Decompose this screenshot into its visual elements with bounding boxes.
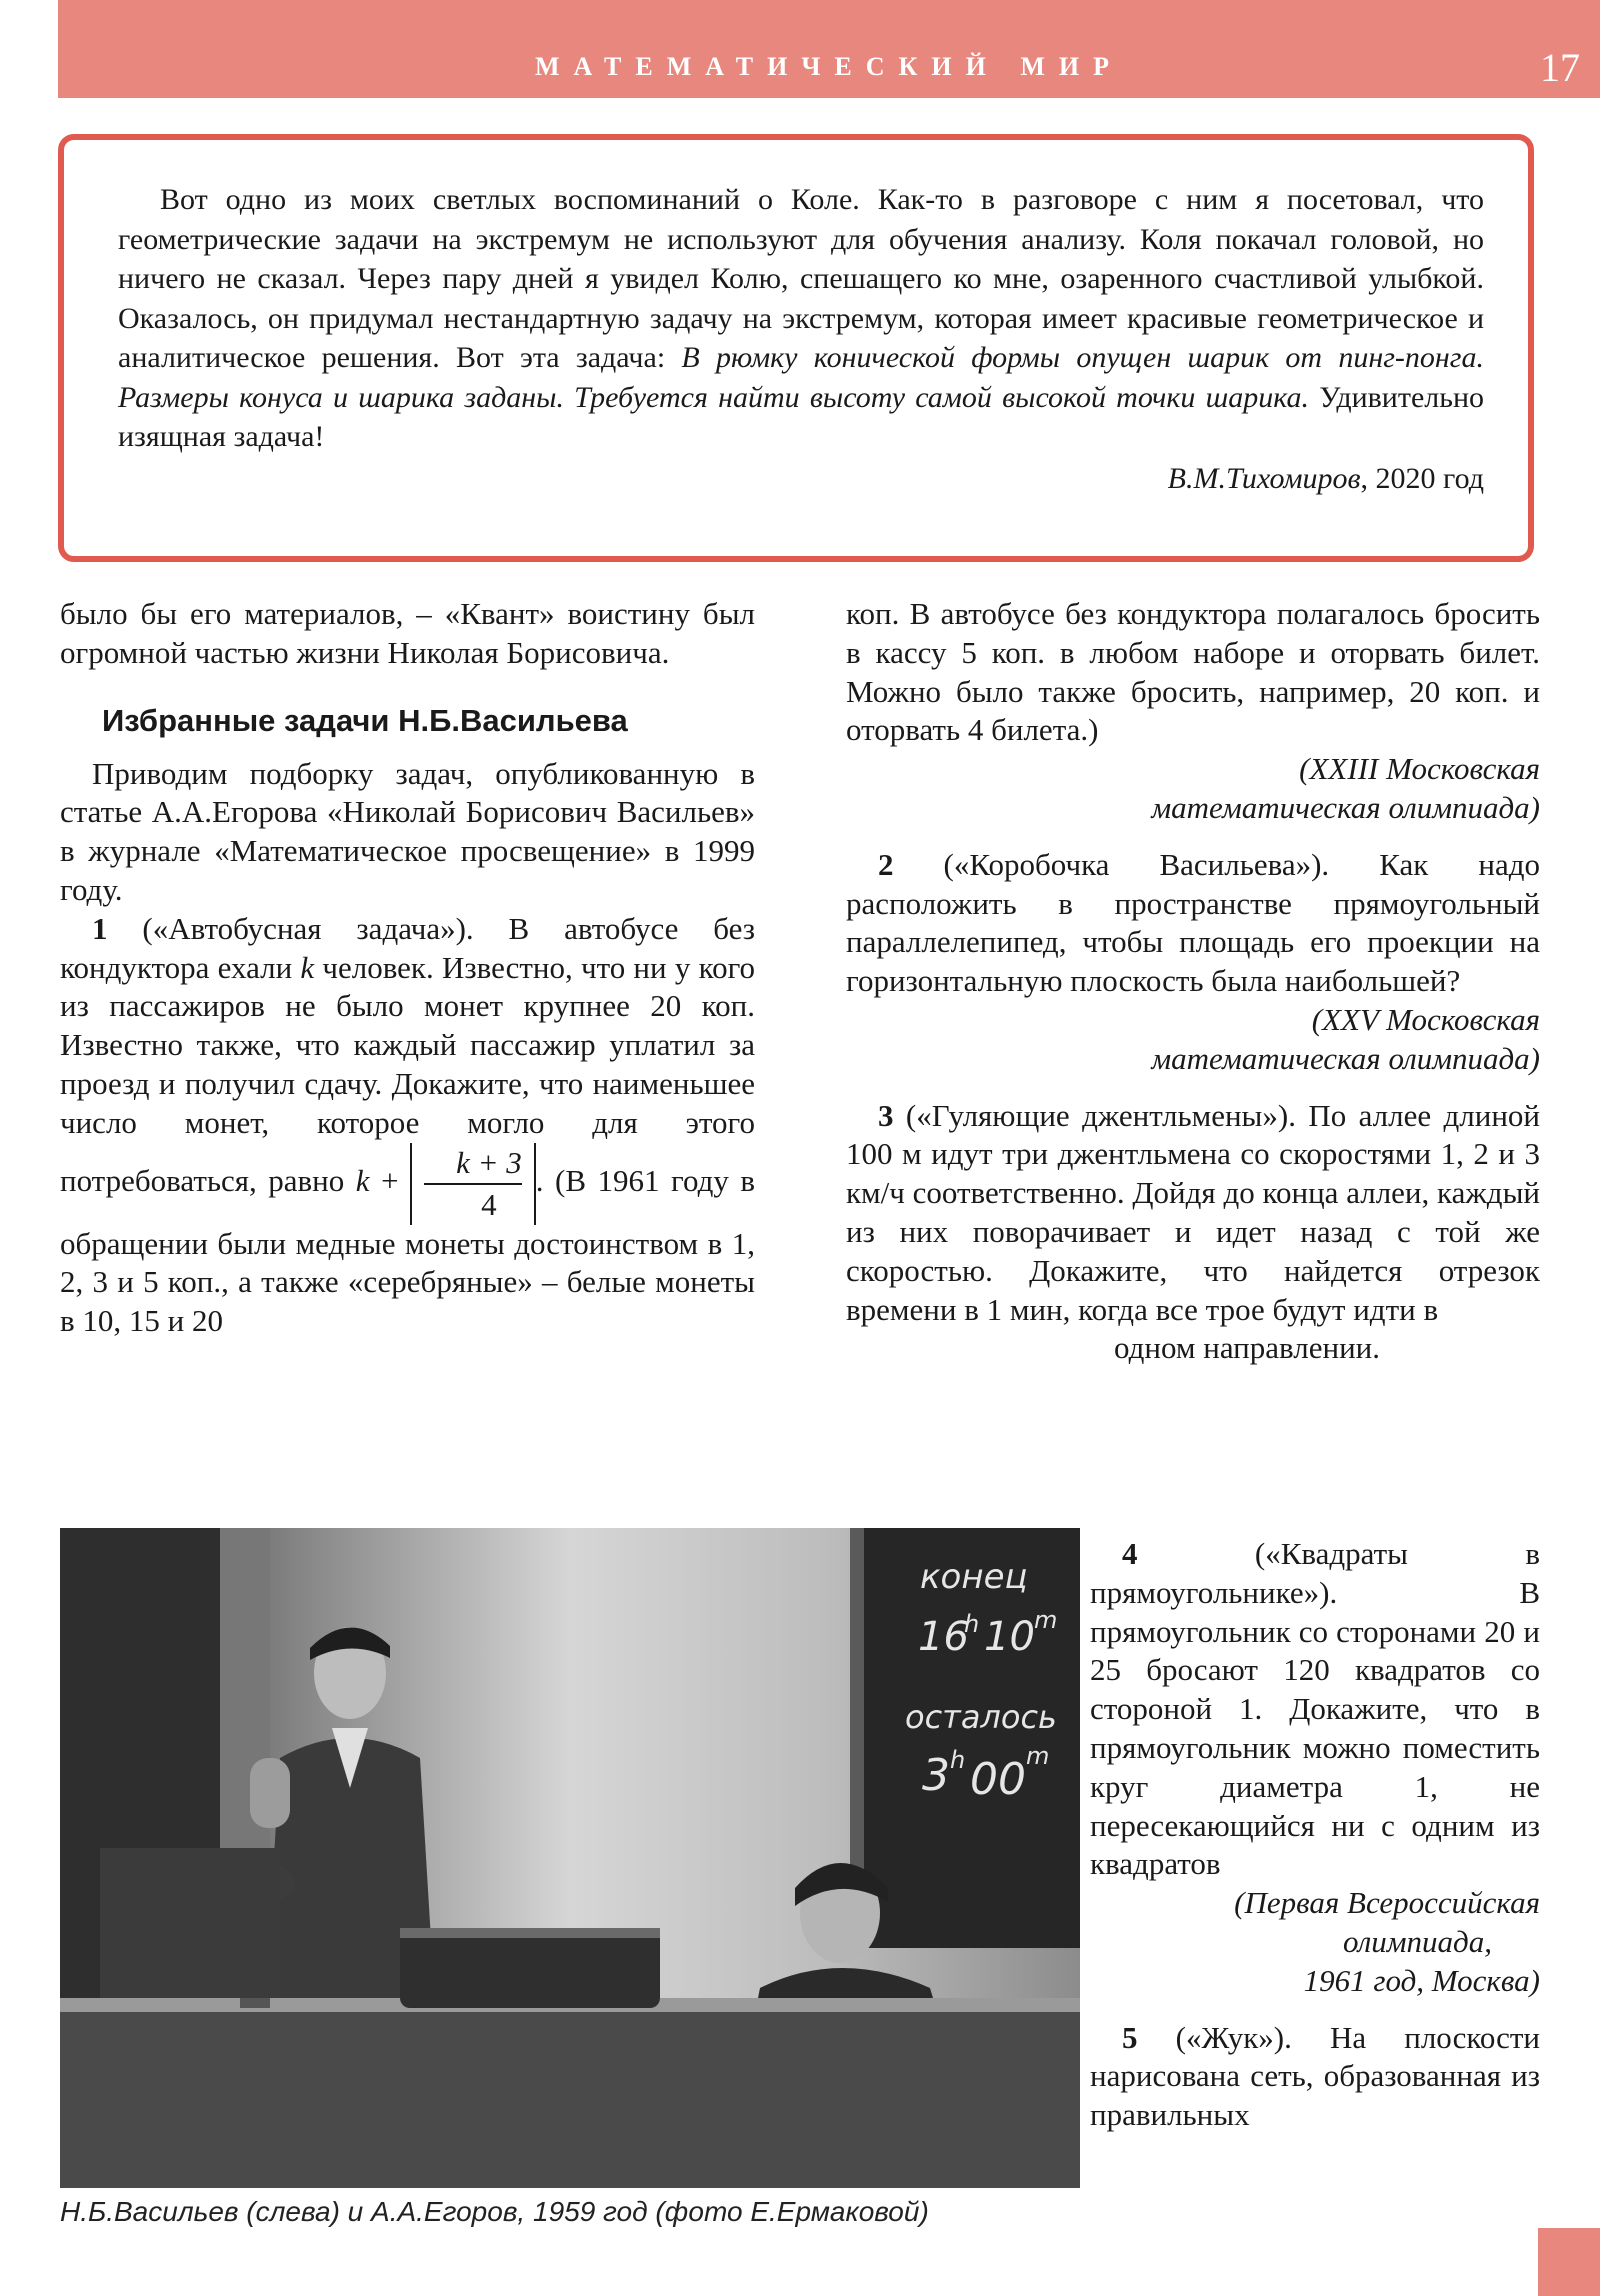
- header-bar: [58, 0, 1600, 98]
- formula-k: k: [355, 1162, 370, 1198]
- quote-year: , 2020 год: [1360, 461, 1484, 495]
- problem-1-text-c: . (В 1961 году в обращении были медные монеты достоинством в 1, 2, 3 и 5 коп., а также «серебряные» – белые монеты в 10, 15 и 20: [60, 1162, 756, 1339]
- problem-2-source-b: математическая олимпиада): [1151, 1040, 1540, 1076]
- problem-4-title: («Квадраты в прямоугольнике»).: [1090, 1536, 1540, 1610]
- page-number: 17: [1540, 45, 1580, 90]
- board-text-2-sup: h: [964, 1610, 980, 1638]
- quote-author: В.М.Тихомиров: [1167, 461, 1361, 495]
- problem-2-source-a: (XXV Московская: [1311, 1001, 1540, 1037]
- problem-5-number: 5: [1122, 2019, 1138, 2055]
- header-title: МАТЕМАТИЧЕСКИЙ МИР: [535, 52, 1123, 81]
- quote-problem: В рюмку конической формы опущен шарик от пинг-понга. Размеры конуса и шарика заданы. Требуется найти высоту самой высокой точки шарика.: [118, 341, 1485, 414]
- quote-signature: [118, 459, 1484, 499]
- board-text-2: 16: [918, 1614, 969, 1660]
- problem-1-text-b: человек. Известно, что ни у кого из пассажиров не было монет крупнее 20 коп. Известно также, что каждый пассажир уплатил за проезд и получил сдачу. Докажите, что наименьшее число монет, которое могло для этого потребоваться, равно: [60, 949, 756, 1198]
- right-column: [846, 595, 1540, 1368]
- problem-1: [60, 910, 755, 1341]
- photo-illustration: [60, 1528, 1080, 2188]
- problem-2-number: 2: [878, 846, 894, 882]
- quote-box: [58, 134, 1534, 562]
- problem-4-source-b: олимпиада,: [1343, 1923, 1492, 1959]
- problem-1-var-k: k: [300, 949, 315, 985]
- quote-text-end: Удивительно изящная задача!: [118, 380, 1484, 453]
- floor-fraction: [410, 1143, 536, 1225]
- fraction-numerator: k + 3: [424, 1143, 522, 1185]
- problem-4-number: 4: [1122, 1536, 1138, 1571]
- problem-1-continuation: коп. В автобусе без кондуктора полагалось бросить в кассу 5 коп. в любом наборе и оторвать билет. Можно было также бросить, например, 20 коп. и оторвать 4 билета.): [846, 596, 1540, 748]
- problem-4-text: В прямоугольник со сторонами 20 и 25 бросают 120 квадратов со стороной 1. Докажите, что в прямоугольник можно поместить круг диаметра 1, не пересекающийся ни с одним из квадратов: [1090, 1574, 1540, 1882]
- section-heading: Избранные задачи Н.Б.Васильева: [102, 702, 628, 738]
- problem-3-text-end: одном направлении.: [1114, 1330, 1381, 1366]
- problem-3-text: По аллее длиной 100 м идут три джентльмена со скоростями 1, 2 и 3 км/ч соответственно. Дойдя до конца аллеи, каждый из них поворачивает и идет назад с той же скоростью. Докажите, что найдется отрезок времени в 1 мин, когда все трое будут идти в: [846, 1097, 1540, 1327]
- problem-2-title: («Коробочка Васильева»).: [893, 846, 1380, 882]
- board-text-3-sup: m: [1034, 1606, 1058, 1634]
- board-text-4: осталось: [905, 1698, 1057, 1736]
- problem-3-number: 3: [878, 1097, 894, 1133]
- photo: [60, 1528, 1080, 2188]
- board-text-6: 00: [970, 1754, 1026, 1805]
- board-text-6-sup: m: [1026, 1742, 1050, 1770]
- right-lower-column: [1090, 1535, 1540, 2135]
- formula-plus: +: [369, 1162, 411, 1198]
- problem-5: [1090, 2019, 1540, 2135]
- photo-caption: Н.Б.Васильев (слева) и А.А.Егоров, 1959 год (фото Е.Ермаковой): [60, 2196, 929, 2227]
- board-text-1: конец: [920, 1557, 1028, 1597]
- quote-text: [118, 180, 1484, 457]
- board-text-3: 10: [984, 1614, 1035, 1660]
- problem-1-text-a: В автобусе без кондуктора ехали: [60, 910, 755, 985]
- problem-1-source-a: (XXIII Московская: [1299, 751, 1540, 787]
- problem-1-title: («Автобусная задача»).: [107, 910, 509, 946]
- problem-1-source-b: математическая олимпиада): [1151, 789, 1540, 825]
- problem-5-title: («Жук»).: [1137, 2019, 1330, 2055]
- fraction-denominator: 4: [481, 1186, 497, 1222]
- page-corner-block: [1538, 2228, 1600, 2296]
- problem-3-title: («Гуляющие джентльмены»).: [893, 1097, 1309, 1133]
- problem-3: [846, 1097, 1540, 1330]
- quote-text-start: Вот одно из моих светлых воспоминаний о Коле. Как-то в разговоре с ним я посетовал, что геометрические задачи на экстремум не используют для обучения анализу. Коля покачал головой, но ничего не сказал. Через пару дней я увидел Колю, спешащего ко мне, озаренного счастливой улыбкой. Оказалось, он придумал нестандартную задачу на экстремум, которая имеет красивые геометрическое и аналитическое решения. Вот эта задача:: [118, 183, 1484, 374]
- board-text-5: 3: [922, 1750, 950, 1801]
- left-continuation: было бы его материалов, – «Квант» воистину был огромной частью жизни Николая Борисовича.: [60, 596, 755, 670]
- problem-1-number: 1: [92, 910, 108, 946]
- board-text-5-sup: h: [950, 1746, 966, 1774]
- left-column: [60, 595, 755, 1341]
- problem-4-source-c: 1961 год, Москва): [1303, 1962, 1540, 1998]
- problem-4-source-a: (Первая Всероссийская: [1234, 1885, 1540, 1921]
- problem-2: [846, 846, 1540, 1001]
- problem-4: [1090, 1535, 1540, 1884]
- problem-5-text: На плоскости нарисована сеть, образованная из правильных: [1090, 2019, 1540, 2133]
- problem-2-text: Как надо расположить в пространстве прямоугольный параллелепипед, чтобы площадь его проекции на горизонтальную плоскость была наибольшей?: [846, 846, 1540, 999]
- intro-paragraph: Приводим подборку задач, опубликованную в статье А.А.Егорова «Николай Борисович Васильев» в журнале «Математическое просвещение» в 1999 году.: [60, 755, 755, 907]
